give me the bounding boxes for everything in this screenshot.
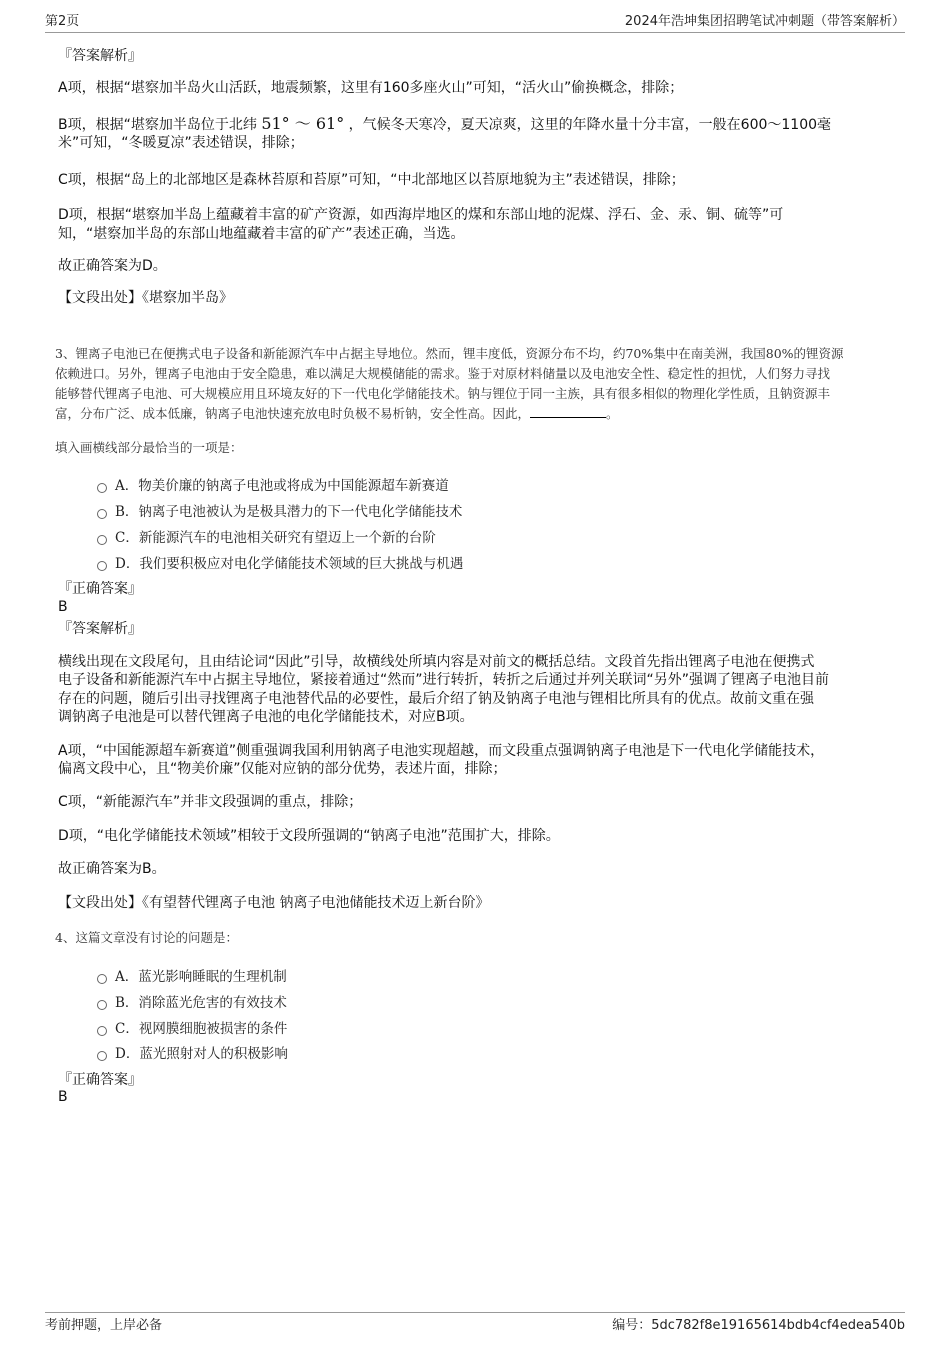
page-number: 第2页 [45, 14, 80, 29]
question-text-line: 依赖进口。另外，锂离子电池由于安全隐患，难以满足大规模储能的需求。鉴于对原材料储量以及电池安全性、稳定性的担忧，人们努力寻找 [55, 366, 831, 381]
footer-slogan: 考前押题，上岸必备 [45, 1318, 163, 1333]
analysis-option-c: C项，“新能源汽车”并非文段强调的重点，排除； [58, 794, 363, 810]
passage-source: 【文段出处】《堪察加半岛》 [58, 290, 233, 306]
option-a-label[interactable]: A．蓝光影响睡眠的生理机制 [115, 969, 287, 985]
analysis-option-d: D项，“电化学储能技术领域”相较于文段所强调的“钠离子电池”范围扩大，排除。 [58, 828, 560, 844]
option-b-label[interactable]: B．消除蓝光危害的有效技术 [115, 995, 287, 1011]
analysis-option-a: A项，根据“堪察加半岛火山活跃，地震频繁，这里有160多座火山”可知，“活火山”偷换概念，排除； [58, 80, 684, 96]
analysis-option-a: A项，“中国能源超车新赛道”侧重强调我国利用钠离子电池实现超越，而文段重点强调钠离子电池是下一代电化学储能技术， [58, 743, 825, 759]
option-a-label[interactable]: A．物美价廉的钠离子电池或将成为中国能源超车新赛道 [115, 478, 449, 494]
option-b-radio[interactable] [97, 509, 107, 519]
question-text: 4、这篇文章没有讨论的问题是： [55, 930, 238, 945]
analysis-heading: 『答案解析』 [58, 621, 142, 637]
analysis-line: 存在的问题，随后引出寻找锂离子电池替代品的必要性，最后介绍了钠及钠离子电池与锂相比所具有的优点。故前文重在强 [58, 691, 814, 707]
footer-divider [45, 1312, 905, 1313]
header-divider [45, 32, 905, 33]
analysis-conclusion: 故正确答案为B。 [58, 861, 166, 877]
analysis-option-b-cont: 米”可知，“冬暖夏凉”表述错误，排除； [58, 135, 304, 151]
analysis-conclusion: 故正确答案为D。 [58, 258, 167, 274]
text: ，气候冬天寒冷，夏天凉爽，这里的年降水量十分丰富，一般在600～1100毫 [348, 117, 832, 133]
analysis-heading: 『答案解析』 [58, 48, 142, 64]
correct-answer: B [58, 599, 68, 615]
option-d-radio[interactable] [97, 561, 107, 571]
answer-blank [530, 405, 606, 418]
option-d-label[interactable]: D．蓝光照射对人的积极影响 [115, 1046, 288, 1062]
option-a-radio[interactable] [97, 974, 107, 984]
option-a-radio[interactable] [97, 483, 107, 493]
option-d-label[interactable]: D．我们要积极应对电化学储能技术领域的巨大挑战与机遇 [115, 556, 464, 572]
document-id: 编号：5dc782f8e19165614bdb4cf4edea540b [612, 1318, 905, 1333]
question-text-line: 能够替代锂离子电池、可大规模应用且环境友好的下一代电化学储能技术。钠与锂位于同一主族，具有很多相似的物理化学性质，且钠资源丰 [55, 386, 831, 401]
text: B项，根据“堪察加半岛位于北纬 [58, 117, 257, 133]
option-d-radio[interactable] [97, 1051, 107, 1061]
document-title: 2024年浩坤集团招聘笔试冲刺题（带答案解析） [624, 14, 905, 29]
option-c-radio[interactable] [97, 535, 107, 545]
question-prompt: 填入画横线部分最恰当的一项是： [55, 440, 243, 455]
analysis-line: 横线出现在文段尾句，且由结论词“因此”引导，故横线处所填内容是对前文的概括总结。文段首先指出锂离子电池在便携式 [58, 654, 815, 670]
option-c-radio[interactable] [97, 1026, 107, 1036]
option-c-label[interactable]: C．视网膜细胞被损害的条件 [115, 1021, 288, 1037]
analysis-option-a-cont: 偏离文段中心，且“物美价廉”仅能对应钠的部分优势，表述片面，排除； [58, 761, 507, 777]
question-text-line [55, 404, 619, 424]
option-b-label[interactable]: B．钠离子电池被认为是极具潜力的下一代电化学储能技术 [115, 504, 463, 520]
correct-answer: B [58, 1089, 68, 1105]
answer-heading: 『正确答案』 [58, 1072, 142, 1088]
analysis-line: 电子设备和新能源汽车中占据主导地位，紧接着通过“然而”进行转折，转折之后通过并列关联词“另外”强调了锂离子电池目前 [58, 672, 830, 688]
text: 富，分布广泛、成本低廉，钠离子电池快速充放电时负极不易析钠，安全性高。因此， [55, 406, 531, 421]
passage-source: 【文段出处】《有望替代锂离子电池 钠离子电池储能技术迈上新台阶》 [58, 895, 490, 911]
option-b-radio[interactable] [97, 1000, 107, 1010]
analysis-option-b [58, 114, 831, 135]
analysis-option-c: C项，根据“岛上的北部地区是森林苔原和苔原”可知，“中北部地区以苔原地貌为主”表述错误，排除； [58, 172, 685, 188]
analysis-option-d-cont: 知，“堪察加半岛的东部山地蕴藏着丰富的矿产”表述正确，当选。 [58, 226, 465, 242]
analysis-option-d: D项，根据“堪察加半岛上蕴藏着丰富的矿产资源，如西海岸地区的煤和东部山地的泥煤、浮石、金、汞、铜、硫等”可 [58, 207, 784, 223]
answer-heading: 『正确答案』 [58, 581, 142, 597]
option-c-label[interactable]: C．新能源汽车的电池相关研究有望迈上一个新的台阶 [115, 530, 436, 546]
question-text-line: 3、锂离子电池已在便携式电子设备和新能源汽车中占据主导地位。然而，锂丰度低，资源分布不均，约70%集中在南美洲，我国80%的锂资源 [55, 346, 844, 361]
analysis-line: 调钠离子电池是可以替代锂离子电池的电化学储能技术，对应B项。 [58, 709, 474, 725]
text: 。 [606, 406, 619, 421]
latitude-math: 51° ～ 61° [261, 114, 345, 133]
